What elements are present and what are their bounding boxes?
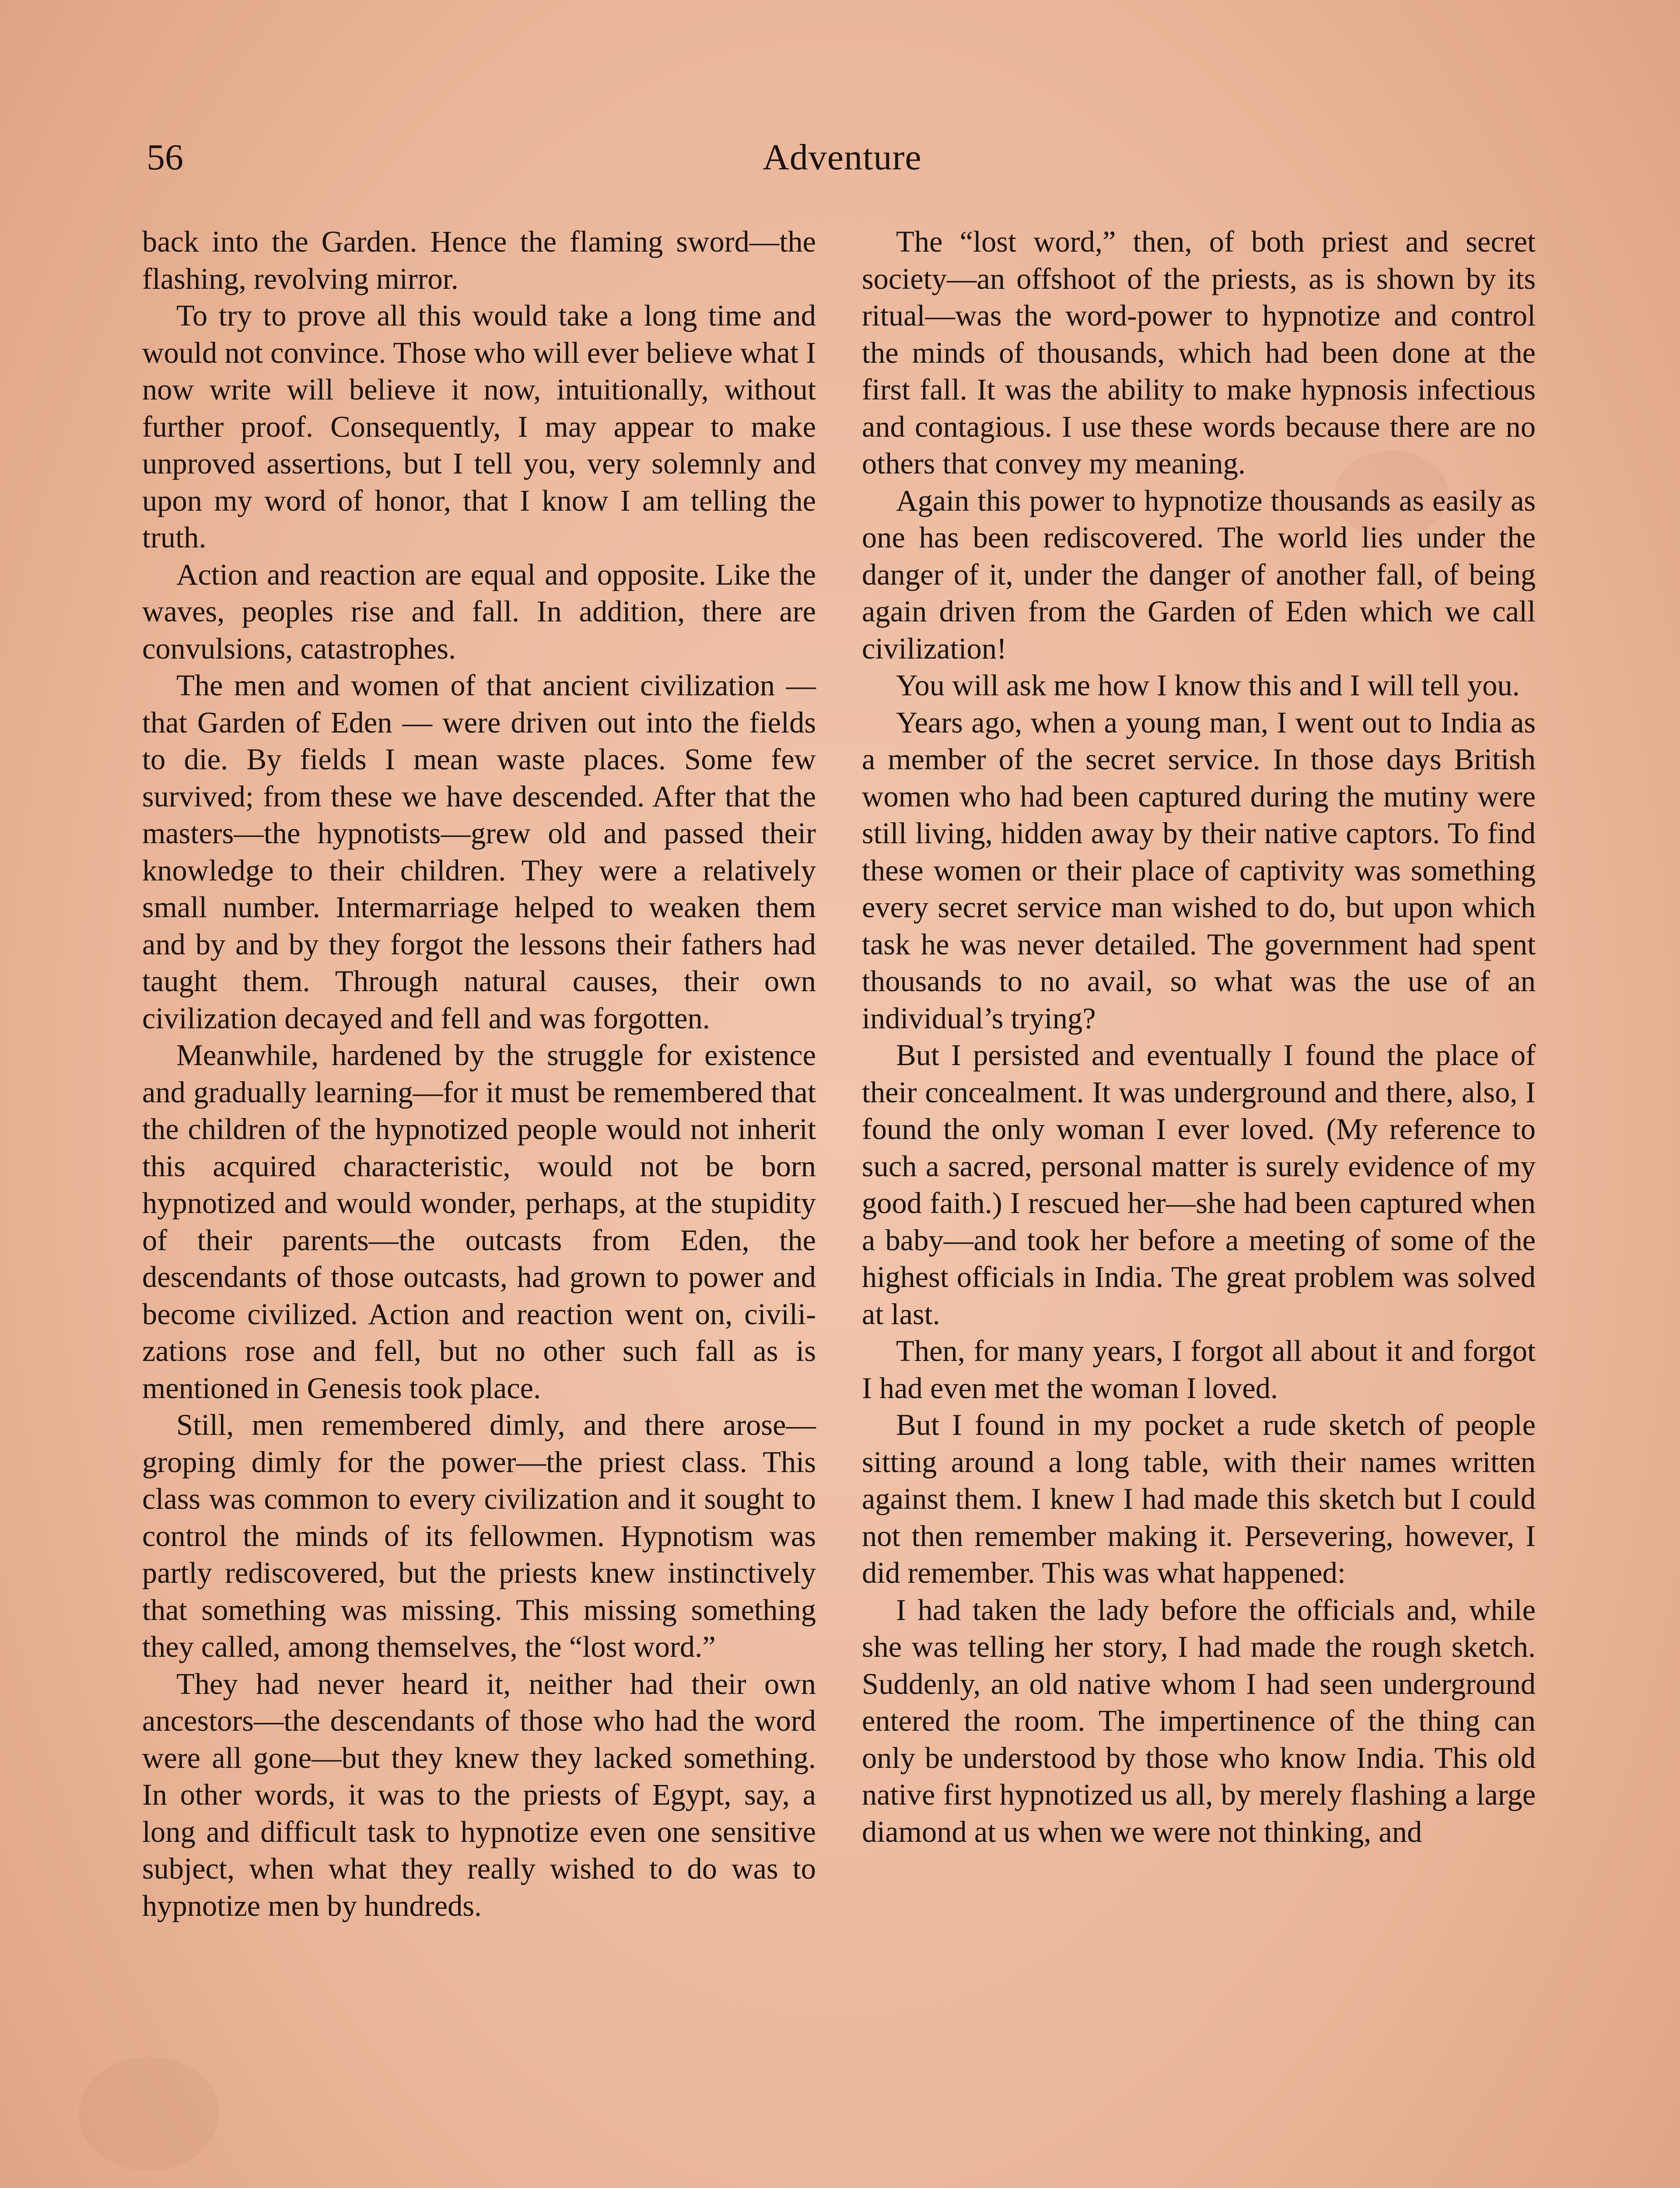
paragraph: I had taken the lady before the officials and, while she was telling her story, I had made the rough sketch. Suddenly, an old native whom I had seen underground entered the room. The impertinence of the thing can only be understood by those who know India. This old native first hypnotized us all, by merely flashing a large diamond at us when we were not thinking, and [862, 1593, 1536, 1848]
paragraph: Meanwhile, hardened by the struggle for existence and gradually learning—for it must be remembered that the children of the hypnotized people would not inherit this acquired characteristic, would not be born hypnotized and would wonder, perhaps, at the stupidity of their parents—the outcasts from Eden, the descendants of those outcasts, had grown to power and become civilized. Action and reaction went on, civilizations rose and fell, but no other such fall as is mentioned in Genesis took place. [142, 1038, 816, 1405]
paragraph: You will ask me how I know this and I will tell you. [896, 669, 1520, 702]
paragraph: But I persisted and eventually I found the place of their concealment. It was underground and there, also, I found the only woman I ever loved. (My reference to such a sacred, personal matter is surely evidence of my good faith.) I rescued her—she had been captured when a baby—and took her before a meeting of some of the highest officials in India. The great problem was solved at last. [862, 1038, 1536, 1331]
paragraph: The men and women of that ancient civilization — that Garden of Eden — were driven out into the fields to die. By fields I mean waste places. Some few survived; from these we have descended. After that the masters—the hypnotists—grew old and passed their knowledge to their children. They were a relatively small number. Intermarriage helped to weaken them and by and by they forgot the lessons their fathers had taught them. Through natural causes, their own civilization decayed and fell and was forgotten. [142, 669, 816, 1035]
page-number: 56 [147, 137, 183, 178]
text-column-left [142, 223, 816, 1924]
paragraph: Still, men remembered dimly, and there arose—groping dimly for the power—the priest class. This class was common to every civilization and it sought to control the minds of its fellowmen. Hypnotism was partly rediscovered, but the priests knew instinctively that something was missing. This missing something they called, among themselves, the “lost word.” [142, 1408, 816, 1663]
paragraph: But I found in my pocket a rude sketch of people sitting around a long table, with their names written against them. I knew I had made this sketch but I could not then remember making it. Persevering, however, I did remember. This was what happened: [862, 1408, 1536, 1589]
paragraph: The “lost word,” then, of both priest and secret society—an offshoot of the priests, as is shown by its ritual—was the word-power to hypnotize and control the minds of thousands, which had been done at the first fall. It was the ability to make hypnosis infectious and contagious. I use these words because there are no others that convey my meaning. [862, 225, 1536, 480]
paragraph: Again this power to hypnotize thousands as easily as one has been rediscovered. The world lies under the danger of it, under the danger of another fall, of being again driven from the Garden of Eden which we call civilization! [862, 484, 1536, 665]
paragraph: To try to prove all this would take a long time and would not convince. Those who will ever believe what I now write will believe it now, intuitionally, without further proof. Consequently, I may appear to make unproved assertions, but I tell you, very solemnly and upon my word of honor, that I know I am telling the truth. [142, 299, 816, 554]
paragraph: Years ago, when a young man, I went out to India as a member of the secret service. In those days British women who had been captured during the mutiny were still living, hidden away by their native captors. To find these women or their place of captivity was something every secret service man wished to do, but upon which task he was never detailed. The government had spent thousands to no avail, so what was the use of an individual’s trying? [862, 705, 1536, 1035]
text-column-right [862, 223, 1536, 1850]
paper-stain [79, 2057, 219, 2170]
paragraph: Then, for many years, I forgot all about it and forgot I had even met the woman I loved. [862, 1334, 1536, 1405]
page-header [147, 131, 1538, 184]
running-head: Adventure [763, 137, 922, 178]
paragraph: back into the Garden. Hence the flaming sword—the flashing, revolving mirror. [142, 225, 816, 295]
paragraph: They had never heard it, neither had their own ancestors—the descendants of those who had the word were all gone—but they knew they lacked something. In other words, it was to the priests of Egypt, say, a long and difficult task to hypnotize even one sensitive subject, when what they really wished to do was to hypnotize men by hundreds. [142, 1667, 816, 1922]
paragraph: Action and reaction are equal and opposite. Like the waves, peoples rise and fall. In addition, there are convulsions, catastrophes. [142, 558, 816, 665]
